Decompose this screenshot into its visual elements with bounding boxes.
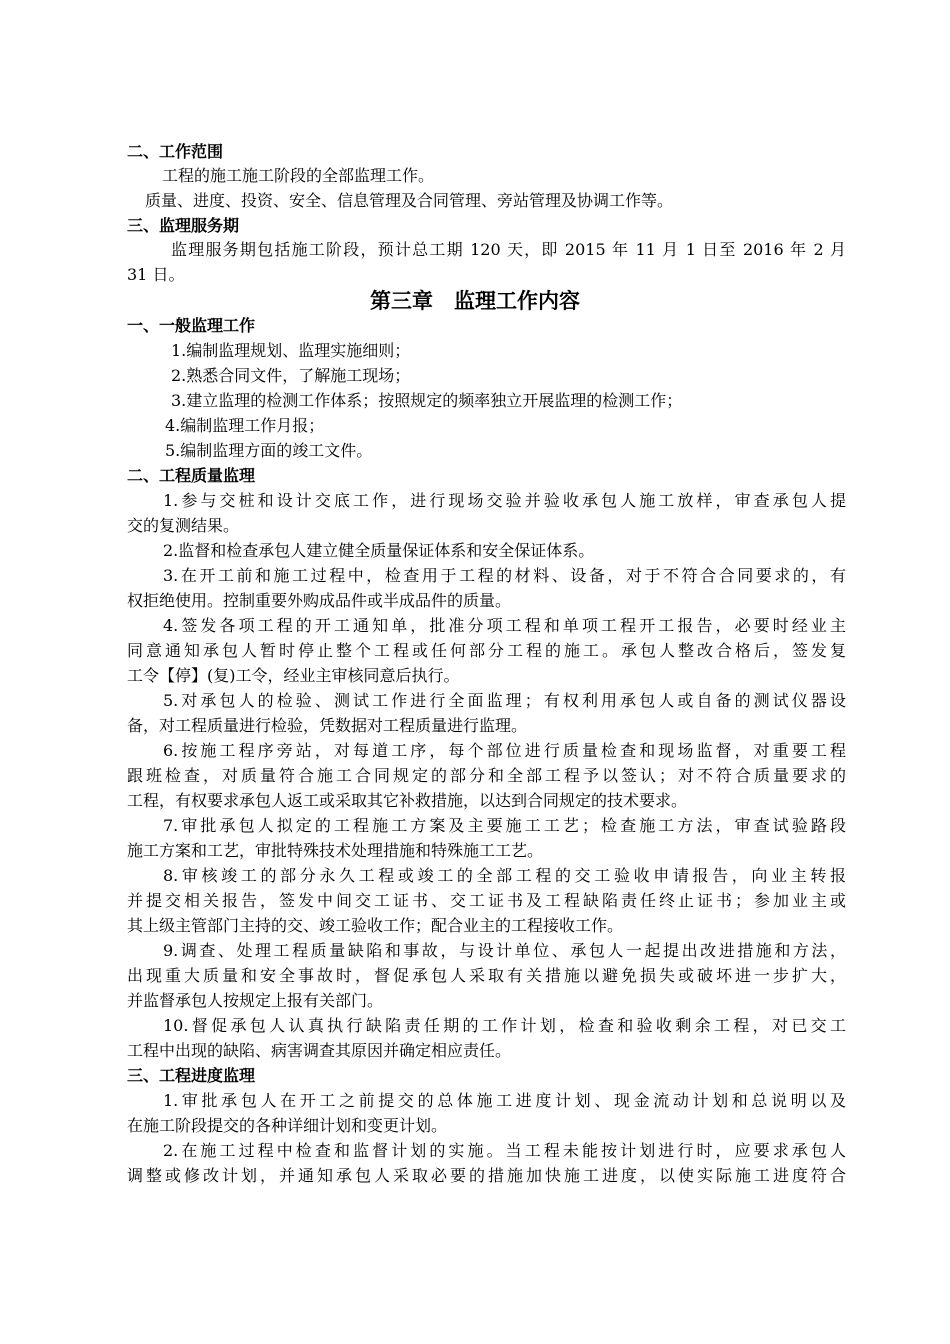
section-heading: 二、工程质量监理 bbox=[127, 466, 256, 485]
paragraph-line: 2.监督和检查承包人建立健全质量保证体系和安全保证体系。 bbox=[163, 541, 595, 560]
section-heading: 三、监理服务期 bbox=[127, 216, 240, 235]
paragraph-line: 8.审核竣工的部分永久工程或竣工的全部工程的交工验收申请报告，向业主转报 bbox=[163, 866, 846, 885]
paragraph-line: 出现重大质量和安全事故时，督促承包人采取有关措施以避免损失或破坏进一步扩大， bbox=[127, 966, 846, 985]
paragraph-line: 在施工阶段提交的各种详细计划和变更计划。 bbox=[127, 1116, 448, 1135]
paragraph-line: 施工方案和工艺，审批特殊技术处理措施和特殊施工工艺。 bbox=[127, 841, 544, 860]
paragraph-line: 其上级主管部门主持的交、竣工验收工作；配合业主的工程接收工作。 bbox=[127, 916, 624, 935]
paragraph-line: 5.对承包人的检验、测试工作进行全面监理；有权利用承包人或自备的测试仪器设 bbox=[163, 691, 846, 710]
paragraph-line: 并监督承包人按规定上报有关部门。 bbox=[127, 991, 384, 1010]
list-item: 2.熟悉合同文件，了解施工现场； bbox=[171, 366, 411, 385]
paragraph-line: 同意通知承包人暂时停止整个工程或任何部分工程的施工。承包人整改合格后，签发复 bbox=[127, 641, 846, 660]
paragraph: 质量、进度、投资、安全、信息管理及合同管理、旁站管理及协调工作等。 bbox=[145, 191, 674, 210]
paragraph: 监理服务期包括施工阶段，预计总工期 120 天，即 2015 年 11 月 1 日至 2016 年 2 月 bbox=[171, 240, 846, 259]
section-heading: 一、一般监理工作 bbox=[127, 316, 256, 335]
paragraph: 工程的施工施工阶段的全部监理工作。 bbox=[162, 166, 435, 185]
paragraph-line: 工程中出现的缺陷、病害调查其原因并确定相应责任。 bbox=[127, 1041, 512, 1060]
paragraph-line: 1.审批承包人在开工之前提交的总体施工进度计划、现金流动计划和总说明以及 bbox=[163, 1091, 846, 1110]
list-item: 1.编制监理规划、监理实施细则； bbox=[171, 341, 411, 360]
paragraph-line: 9.调查、处理工程质量缺陷和事故，与设计单位、承包人一起提出改进措施和方法， bbox=[163, 941, 846, 960]
section-heading: 三、工程进度监理 bbox=[127, 1066, 256, 1085]
paragraph-line: 跟班检查，对质量符合施工合同规定的部分和全部工程予以签认；对不符合质量要求的 bbox=[127, 766, 846, 785]
list-item: 3.建立监理的检测工作体系；按照规定的频率独立开展监理的检测工作； bbox=[171, 391, 683, 410]
list-item: 5.编制监理方面的竣工文件。 bbox=[165, 441, 373, 460]
paragraph-line: 3.在开工前和施工过程中，检查用于工程的材料、设备，对于不符合合同要求的，有 bbox=[163, 566, 846, 585]
paragraph: 31 日。 bbox=[127, 265, 185, 284]
paragraph-line: 并提交相关报告，签发中间交工证书、交工证书及工程缺陷责任终止证书；参加业主或 bbox=[127, 891, 846, 910]
paragraph-line: 1.参与交桩和设计交底工作，进行现场交验并验收承包人施工放样，审查承包人提 bbox=[163, 491, 846, 510]
paragraph-line: 权拒绝使用。控制重要外购成品件或半成品件的质量。 bbox=[127, 591, 512, 610]
chapter-title: 第三章 监理工作内容 bbox=[370, 289, 580, 313]
paragraph-line: 6.按施工程序旁站，对每道工序，每个部位进行质量检查和现场监督，对重要工程 bbox=[163, 741, 846, 760]
paragraph-line: 调整或修改计划，并通知承包人采取必要的措施加快施工进度，以使实际施工进度符合 bbox=[127, 1166, 846, 1185]
paragraph-line: 备，对工程质量进行检验，凭数据对工程质量进行监理。 bbox=[127, 716, 528, 735]
paragraph-line: 交的复测结果。 bbox=[127, 516, 240, 535]
paragraph-line: 7.审批承包人拟定的工程施工方案及主要施工工艺；检查施工方法，审查试验路段 bbox=[163, 816, 846, 835]
paragraph-line: 10.督促承包人认真执行缺陷责任期的工作计划，检查和验收剩余工程，对已交工 bbox=[163, 1016, 846, 1035]
paragraph-line: 工程，有权要求承包人返工或采取其它补救措施，以达到合同规定的技术要求。 bbox=[127, 791, 688, 810]
paragraph-line: 工令【停】(复)工令，经业主审核同意后执行。 bbox=[127, 666, 460, 685]
paragraph-line: 4.签发各项工程的开工通知单，批准分项工程和单项工程开工报告，必要时经业主 bbox=[163, 616, 846, 635]
section-heading: 二、工作范围 bbox=[127, 142, 224, 161]
paragraph-line: 2.在施工过程中检查和监督计划的实施。当工程未能按计划进行时，应要求承包人 bbox=[163, 1141, 846, 1160]
list-item: 4.编制监理工作月报； bbox=[165, 416, 325, 435]
